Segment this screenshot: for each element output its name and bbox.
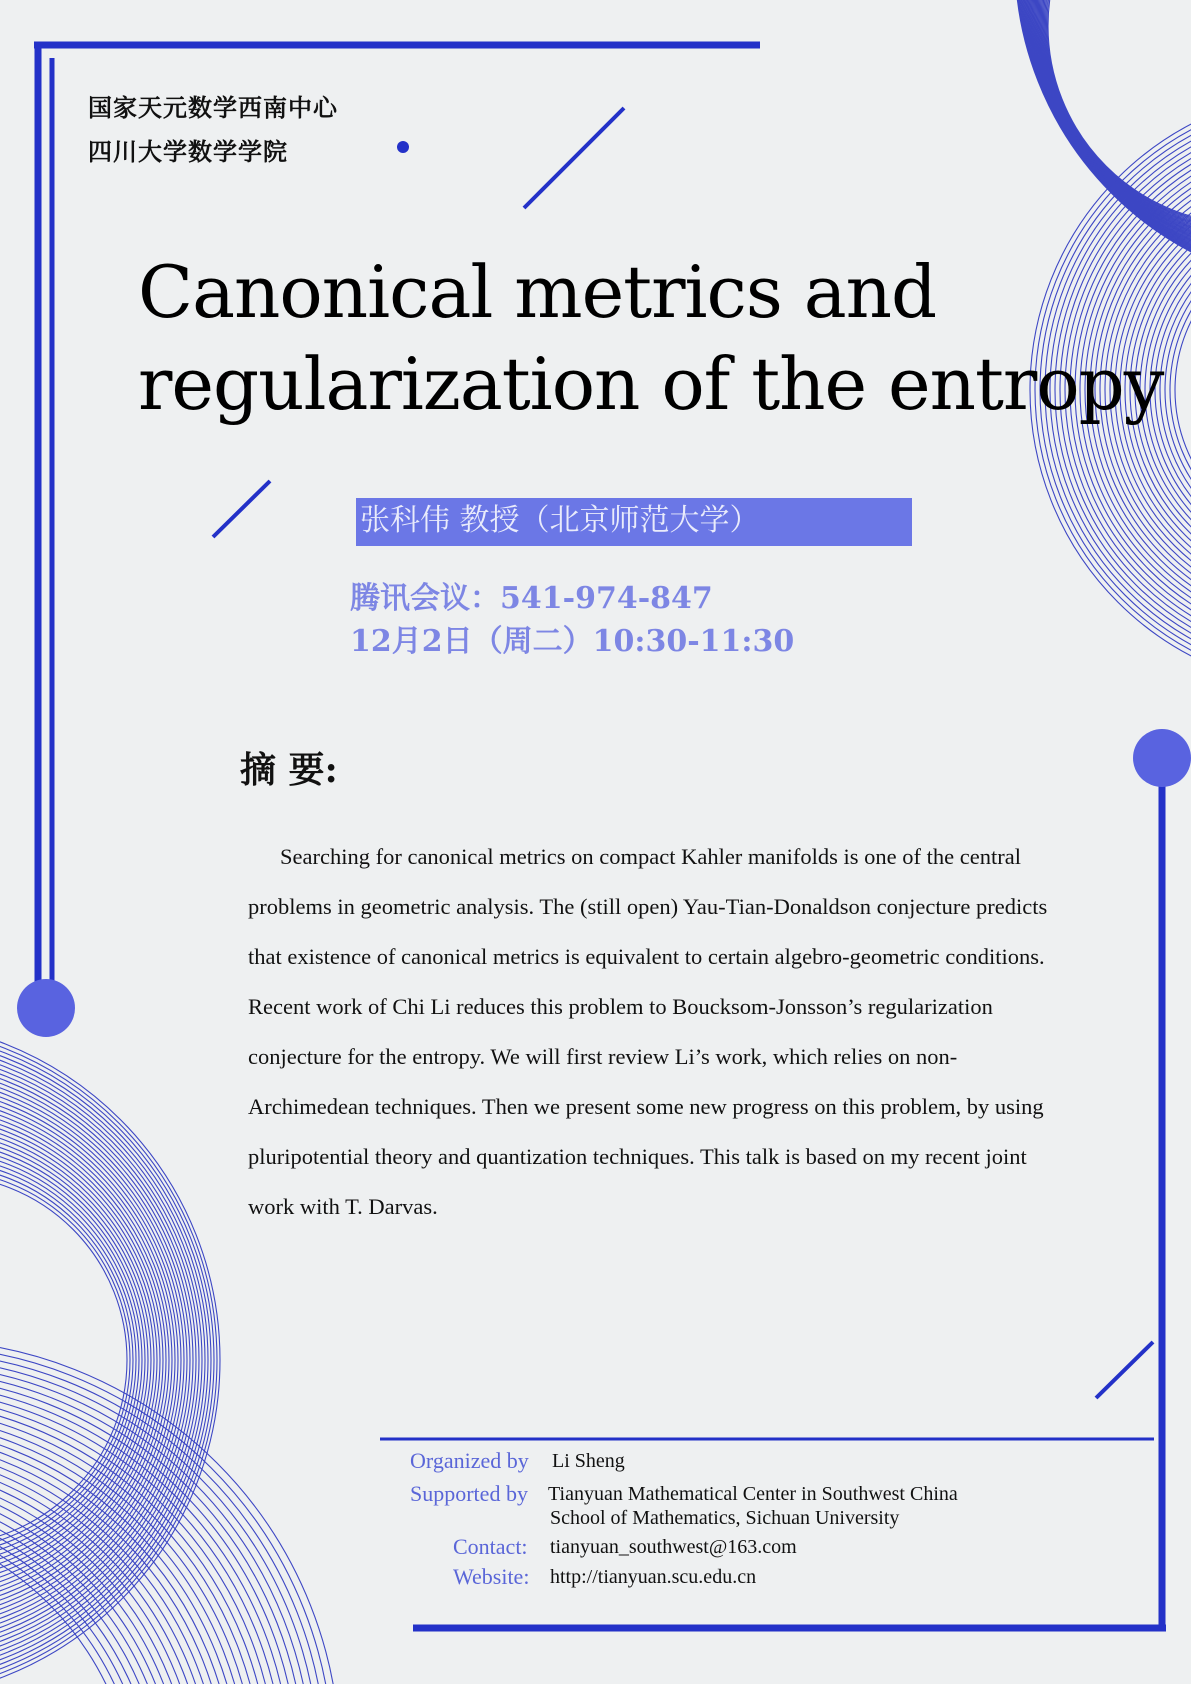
institution-line-1: 国家天元数学西南中心 xyxy=(88,93,338,122)
abstract-text: Searching for canonical metrics on compact Kahler manifolds is one of the central problems in geometric analysis. The (still open) Yau-Tian-Donaldson conjecture predicts that existence of canonical metrics is equivalent to certain algebro-geometric conditions. Recent work of Chi Li reduces this problem to Boucksom-Jonsson’s regularization conjecture for the entropy. We will first review Li’s work, which relies on non-Archimedean techniques. Then we present some new progress on this problem, by using pluripotential theory and quantization techniques. This talk is based on my recent joint work with T. Darvas. xyxy=(248,844,1048,1219)
supported-value-1: Tianyuan Mathematical Center in Southwest China xyxy=(548,1483,958,1505)
supported-value-2: School of Mathematics, Sichuan University xyxy=(550,1507,900,1529)
dot-right xyxy=(1133,729,1191,787)
organized-label: Organized by xyxy=(410,1448,529,1473)
supported-label: Supported by xyxy=(410,1481,528,1506)
meeting-id: 腾讯会议：541-974-847 xyxy=(350,581,713,616)
talk-datetime: 12月2日（周二）10:30-11:30 xyxy=(350,624,795,659)
website-label: Website: xyxy=(453,1564,530,1589)
talk-title-line-1: Canonical metrics and xyxy=(138,250,937,334)
talk-title-line-2: regularization of the entropy xyxy=(138,342,1164,426)
website-link[interactable]: http://tianyuan.scu.edu.cn xyxy=(550,1566,757,1588)
dot-left xyxy=(17,979,75,1037)
contact-email-link[interactable]: tianyuan_southwest@163.com xyxy=(550,1536,797,1558)
speaker-banner: 张科伟 教授（北京师范大学） xyxy=(356,498,912,546)
organized-value: Li Sheng xyxy=(552,1450,625,1472)
contact-label: Contact: xyxy=(453,1534,528,1559)
institution-line-2: 四川大学数学学院 xyxy=(88,137,288,166)
abstract-heading: 摘 要: xyxy=(240,749,338,791)
dot-small xyxy=(397,141,409,153)
abstract-body xyxy=(248,832,1068,1232)
